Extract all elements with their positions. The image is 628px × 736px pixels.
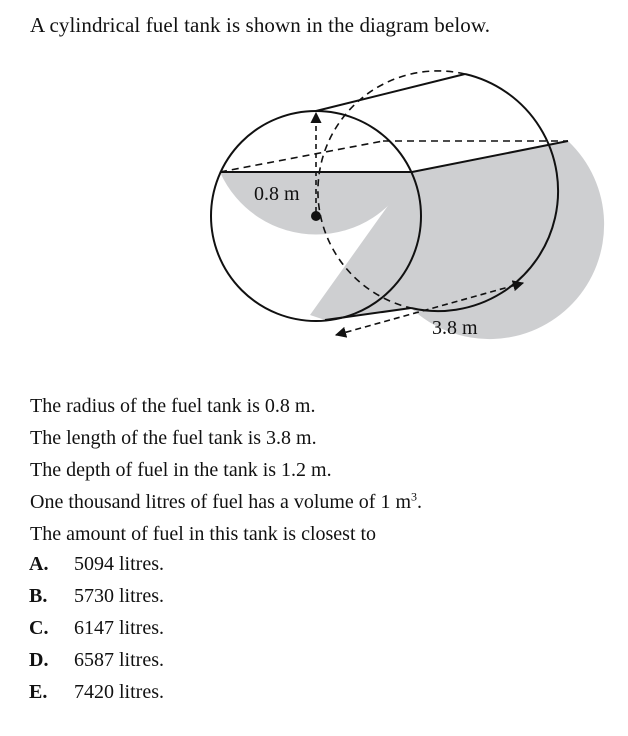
volume-statement — [30, 489, 422, 521]
option-c[interactable] — [29, 615, 164, 647]
option-text: 5094 litres. — [74, 553, 164, 575]
option-text: 7420 litres. — [74, 681, 164, 703]
radius-statement: The radius of the fuel tank is 0.8 m. — [30, 395, 316, 417]
option-b[interactable] — [29, 583, 164, 615]
option-letter: A. — [29, 553, 49, 575]
option-letter: C. — [29, 617, 49, 639]
option-text: 5730 litres. — [74, 585, 164, 607]
depth-statement: The depth of fuel in the tank is 1.2 m. — [30, 459, 332, 481]
option-d[interactable] — [29, 647, 164, 679]
option-letter: B. — [29, 585, 48, 607]
option-a[interactable] — [29, 551, 164, 583]
option-e[interactable] — [29, 679, 164, 711]
option-text: 6587 litres. — [74, 649, 164, 671]
option-text: 6147 litres. — [74, 617, 164, 639]
centre-dot — [311, 211, 321, 221]
answer-options — [29, 551, 164, 711]
hidden-surface-slant — [220, 141, 383, 172]
intro-text: A cylindrical fuel tank is shown in the diagram below. — [30, 13, 491, 37]
volume-period: . — [417, 491, 423, 513]
radius-label: 0.8 m — [254, 183, 300, 205]
given-information — [30, 393, 422, 553]
volume-text: One thousand litres of fuel has a volume of 1 m — [30, 491, 412, 513]
length-statement: The length of the fuel tank is 3.8 m. — [30, 427, 317, 449]
option-letter: E. — [29, 681, 48, 703]
volume-exponent: 3 — [411, 489, 418, 504]
cylinder-top-edge — [316, 74, 465, 111]
length-label: 3.8 m — [432, 317, 478, 339]
option-letter: D. — [29, 649, 49, 671]
question-stem: The amount of fuel in this tank is closest to — [30, 523, 377, 545]
